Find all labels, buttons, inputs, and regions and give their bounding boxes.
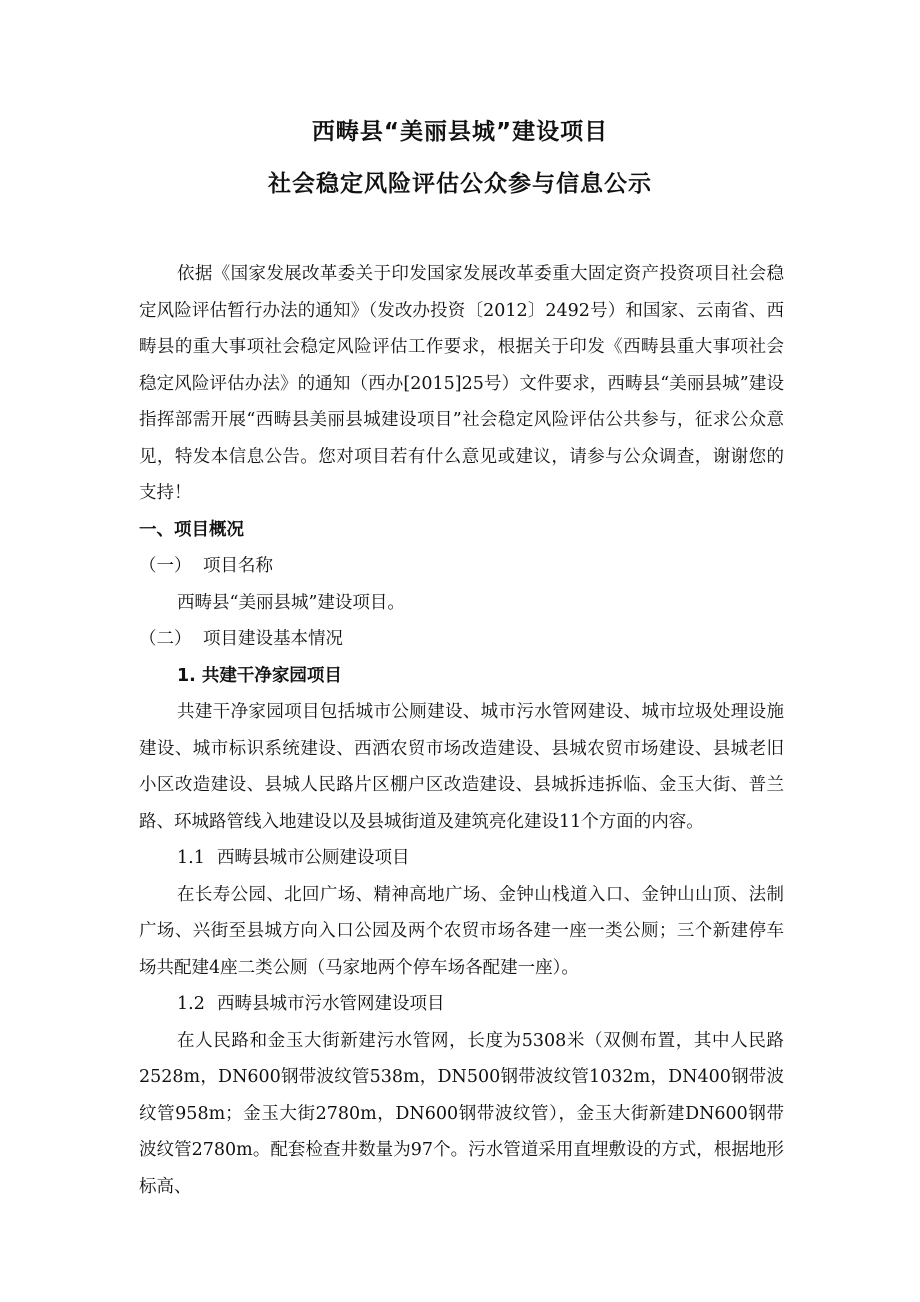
subsection-label: （一）: [139, 556, 192, 576]
intro-paragraph: 依据《国家发展改革委关于印发国家发展改革委重大固定资产投资项目社会稳定风险评估暂行办法的通知》（发改办投资〔2012〕2492号）和国家、云南省、西畴县的重大事项社会稳定风险评估工作要求，根据关于印发《西畴县重大事项社会稳定风险评估办法》的通知（西办[2015]25号）文件要求，西畴县“美丽县城”建设指挥部需开展“西畴县美丽县城建设项目”社会稳定风险评估公共参与，征求公众意见，特发本信息公告。您对项目若有什么意见或建议，请参与公众调查，谢谢您的支持！: [139, 264, 784, 503]
item-paragraph-clean-home: 共建干净家园项目包括城市公厕建设、城市污水管网建设、城市垃圾处理设施建设、城市标识系统建设、西洒农贸市场改造建设、县城农贸市场建设、县城老旧小区改造建设、县城人民路片区棚户区改造建设、县城拆违拆临、金玉大街、普兰路、环城路管线入地建设以及县城街道及建筑亮化建设11个方面的内容。: [139, 702, 784, 832]
subsection-heading-basic-info: [139, 621, 784, 658]
item-title: 西畴县城市公厕建设项目: [217, 848, 410, 868]
document-body: [139, 256, 784, 1205]
section-heading-project-overview: 一、项目概况: [139, 519, 244, 540]
project-name-paragraph: 西畴县“美丽县城”建设项目。: [177, 592, 405, 613]
item-paragraph-public-toilets: 在长寿公园、北回广场、精神高地广场、金钟山栈道入口、金钟山山顶、法制广场、兴街至县城方向入口公园及两个农贸市场各建一座一类公厕；三个新建停车场共配建4座二类公厕（马家地两个停车场各配建一座）。: [139, 884, 784, 978]
subsection-label: （二）: [139, 629, 192, 649]
item-number: 1.1: [177, 848, 205, 868]
subsection-title: 项目名称: [203, 556, 273, 576]
subsection-title: 项目建设基本情况: [203, 629, 343, 649]
document-title-line2: 社会稳定风险评估公众参与信息公示: [268, 171, 652, 197]
subsection-heading-project-name: [139, 548, 784, 585]
item-paragraph-sewage-network: 在人民路和金玉大街新建污水管网，长度为5308米（双侧布置，其中人民路2528m，DN600钢带波纹管538m，DN500钢带波纹管1032m，DN400钢带波纹管958m；金玉大街2780m，DN600钢带波纹管），金玉大街新建DN600钢带波纹管2780m。配套检查井数量为97个。污水管道采用直埋敷设的方式，根据地形标高、: [139, 1030, 784, 1197]
item-heading-clean-home: 1. 共建干净家园项目: [177, 665, 342, 686]
item-title: 西畴县城市污水管网建设项目: [217, 994, 445, 1014]
document-title-line1: 西畴县“美丽县城”建设项目: [311, 119, 609, 145]
item-number: 1.2: [177, 994, 205, 1014]
item-heading-public-toilets: [139, 840, 784, 877]
item-heading-sewage-network: [139, 986, 784, 1023]
